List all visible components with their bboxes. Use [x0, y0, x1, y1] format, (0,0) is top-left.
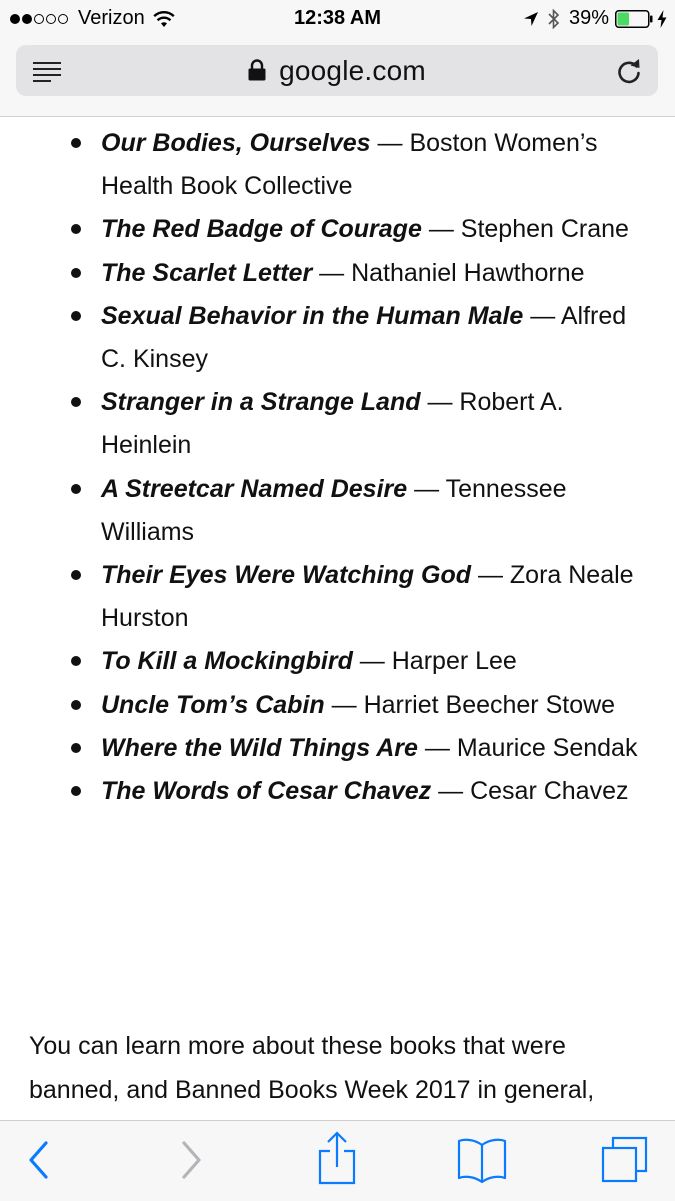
book-title: Our Bodies, Ourselves: [101, 129, 371, 157]
book-author: — Tennessee Williams: [101, 474, 567, 546]
learn-more-paragraph: You can learn more about these books that were banned, and Banned Books Week 2017 in general,: [29, 1032, 595, 1104]
bullet-icon: [71, 397, 81, 407]
tabs-button[interactable]: [600, 1135, 650, 1185]
bluetooth-icon: [547, 8, 561, 30]
address-bar[interactable]: [16, 45, 658, 96]
book-author: — Harriet Beecher Stowe: [324, 690, 616, 719]
book-author: — Nathaniel Hawthorne: [312, 258, 585, 287]
book-author: — Alfred C. Kinsey: [101, 301, 627, 374]
battery-icon: [615, 10, 653, 28]
bullet-icon: [71, 484, 81, 494]
book-title: Stranger in a Strange Land: [101, 388, 421, 417]
bullet-icon: [71, 786, 81, 796]
book-title: The Scarlet Letter: [101, 258, 313, 287]
bullet-icon: [71, 268, 81, 278]
book-list-item: [0, 295, 675, 381]
book-title: Uncle Tom’s Cabin: [101, 690, 325, 719]
url-display[interactable]: [16, 45, 658, 96]
book-list-item: [0, 640, 675, 683]
battery-percentage: 39%: [568, 7, 609, 29]
book-author: — Cesar Chavez: [431, 777, 629, 806]
book-list-item: [0, 684, 675, 727]
book-list-item: [0, 208, 675, 251]
bullet-icon: [71, 700, 81, 710]
book-title: Where the Wild Things Are: [101, 733, 418, 762]
book-list-item: [0, 770, 675, 813]
book-author: — Maurice Sendak: [417, 733, 638, 762]
book-list-item: [0, 381, 675, 467]
book-list-item: [0, 554, 675, 640]
book-author: — Stephen Crane: [421, 215, 629, 244]
navigation-bar: [0, 38, 675, 117]
back-button[interactable]: [22, 1135, 56, 1185]
bottom-toolbar: [0, 1120, 675, 1201]
book-author: — Harper Lee: [352, 647, 517, 676]
bullet-icon: [71, 656, 81, 666]
bullet-icon: [71, 570, 81, 580]
book-list-item: [0, 122, 675, 208]
book-author: — Robert A. Heinlein: [101, 388, 564, 460]
book-title: To Kill a Mockingbird: [101, 647, 353, 676]
book-author: — Zora Neale Hurston: [101, 561, 634, 633]
book-title: The Words of Cesar Chavez: [101, 777, 432, 806]
bullet-icon: [71, 224, 81, 234]
book-title: A Streetcar Named Desire: [101, 474, 408, 503]
bullet-icon: [71, 138, 81, 148]
book-title: Sexual Behavior in the Human Male: [101, 301, 524, 330]
forward-button[interactable]: [174, 1135, 208, 1185]
location-arrow-icon: [523, 11, 539, 27]
bookmarks-button[interactable]: [456, 1135, 508, 1185]
web-content[interactable]: [0, 117, 675, 1120]
share-button[interactable]: [316, 1131, 358, 1185]
book-author: — Boston Women’s Health Book Collective: [101, 129, 598, 201]
book-list-item: [0, 468, 675, 554]
bullet-icon: [71, 743, 81, 753]
status-bar: [0, 0, 675, 38]
reload-icon[interactable]: [616, 57, 642, 85]
lock-icon: [248, 59, 266, 81]
book-list-item: [0, 727, 675, 770]
charging-bolt-icon: [657, 10, 667, 28]
bullet-icon: [71, 311, 81, 321]
book-title: The Red Badge of Courage: [101, 215, 422, 244]
clock: 12:38 AM: [293, 7, 382, 29]
book-title: Their Eyes Were Watching God: [101, 561, 471, 590]
url-text: google.com: [279, 54, 426, 86]
book-list-item: [0, 252, 675, 295]
banned-books-list: [0, 122, 675, 813]
carrier-name: Verizon: [78, 7, 145, 29]
battery-fill: [618, 12, 630, 25]
